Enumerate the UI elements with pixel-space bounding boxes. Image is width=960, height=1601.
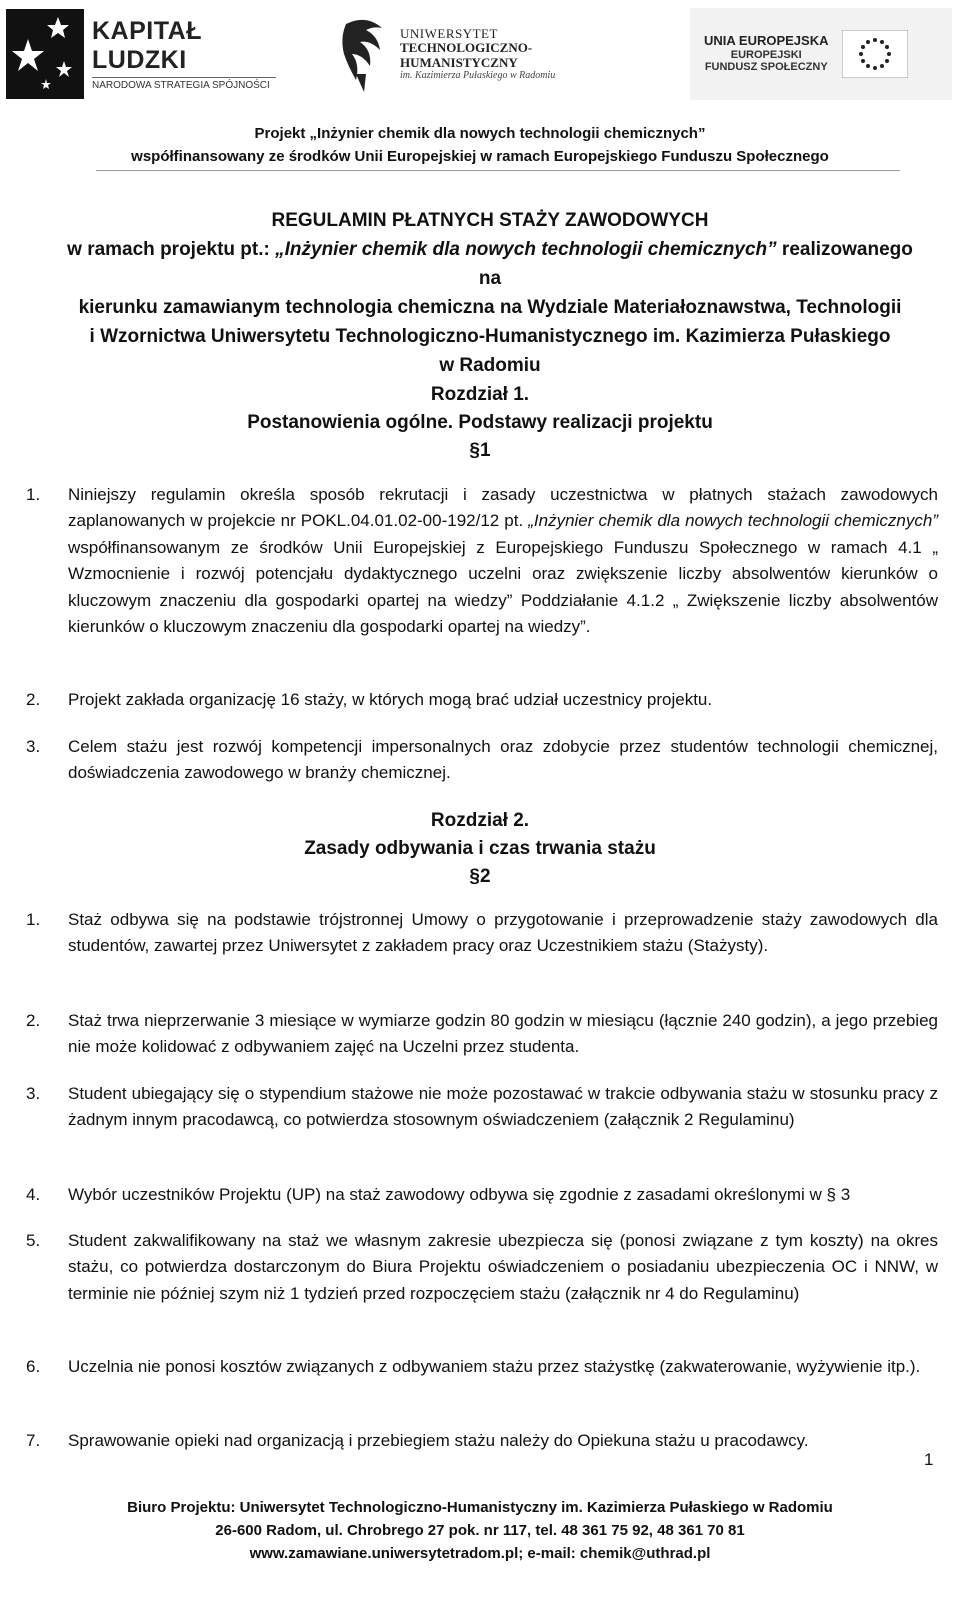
item-number: 3. xyxy=(26,1084,41,1103)
title-line1: REGULAMIN PŁATNYCH STAŻY ZAWODOWYCH xyxy=(271,210,709,231)
item-number: 4. xyxy=(26,1185,41,1204)
chapter-2-heading xyxy=(0,807,960,891)
chapter-2-item-4 xyxy=(26,1182,938,1208)
kapital-ludzki-title: KAPITAŁ LUDZKI xyxy=(92,17,202,74)
title-line4: i Wzornictwa Uniwersytetu Technologiczno-Humanistycznego im. Kazimierza Pułaskiego xyxy=(89,326,891,347)
title-project-name: „Inżynier chemik dla nowych technologii chemicznych” xyxy=(275,239,777,260)
ue-efs-logo xyxy=(690,8,952,100)
chapter-2-item-6 xyxy=(26,1354,938,1380)
item-number: 6. xyxy=(26,1357,41,1376)
uth-eagle-icon xyxy=(336,14,392,94)
page-footer xyxy=(0,1496,960,1565)
item-text-pre: Niniejszy regulamin określa sposób rekrutacji i zasady uczestnictwa w płatnych stażach zawodowych zaplanowanych w projekcie nr POKL.04.01.02-00-192/12 pt. xyxy=(68,485,938,531)
item-number: 1. xyxy=(26,485,41,504)
ue-line1: UNIA EUROPEJSKA xyxy=(704,33,829,49)
title-line2-pre: w ramach projektu pt.: xyxy=(67,239,276,260)
item-text: Staż trwa nieprzerwanie 3 miesiące w wymiarze godzin 80 godzin w miesiącu (łącznie 240 godzin), a jego przebieg nie może kolidować z odbywaniem zajęć na Uczelni przez studenta. xyxy=(68,1011,938,1057)
uth-logo xyxy=(336,10,626,98)
document-title xyxy=(60,206,920,380)
chapter-2-item-2 xyxy=(26,1008,938,1061)
item-text: Uczelnia nie ponosi kosztów związanych z odbywaniem stażu przez stażystkę (zakwaterowanie, wyżywienie itp.). xyxy=(68,1357,921,1376)
kapital-ludzki-subtitle: NARODOWA STRATEGIA SPÓJNOŚCI xyxy=(92,77,276,91)
chapter-1-item-2 xyxy=(26,687,938,713)
footer-line3: www.zamawiane.uniwersytetradom.pl; e-mail: chemik@uthrad.pl xyxy=(249,1545,711,1562)
uth-line1: UNIWERSYTET xyxy=(400,26,498,42)
ue-line2: EUROPEJSKI xyxy=(730,48,802,61)
section-2-mark: §2 xyxy=(469,866,491,887)
chapter-2-label: Rozdział 2. xyxy=(430,810,530,831)
page-number: 1 xyxy=(924,1450,934,1469)
item-number: 5. xyxy=(26,1231,41,1250)
chapter-1-name: Postanowienia ogólne. Podstawy realizacji projektu xyxy=(247,412,713,433)
item-text: Student zakwalifikowany na staż we własnym zakresie ubezpiecza się (ponosi związane z tym koszty) na okres stażu, co potwierdza dostarczonym do Biura Projektu oświadczeniem o posiadaniu ubezpieczenia OC i NNW, w terminie nie później szym niż 1 tydzień przed rozpoczęciem stażu (załącznik nr 4 do Regulaminu) xyxy=(68,1231,938,1303)
chapter-2-item-3 xyxy=(26,1081,938,1134)
chapter-1-heading xyxy=(0,381,960,465)
header-divider xyxy=(96,170,900,171)
chapter-1-item-1 xyxy=(26,482,938,640)
title-line5: w Radomiu xyxy=(439,355,541,376)
uth-line2: TECHNOLOGICZNO-HUMANISTYCZNY xyxy=(400,40,533,70)
project-header-line1: Projekt „Inżynier chemik dla nowych technologii chemicznych” xyxy=(254,125,706,142)
chapter-2-name: Zasady odbywania i czas trwania stażu xyxy=(304,838,656,859)
ue-line3: FUNDUSZ SPOŁECZNY xyxy=(704,61,828,74)
item-number: 7. xyxy=(26,1431,41,1450)
chapter-1-item-3 xyxy=(26,734,938,787)
eu-flag-icon xyxy=(842,30,908,78)
chapter-1-label: Rozdział 1. xyxy=(430,384,530,405)
project-header-line2: współfinansowany ze środków Unii Europejskiej w ramach Europejskiego Funduszu Społecznego xyxy=(131,148,829,165)
project-header xyxy=(0,122,960,168)
item-text: Sprawowanie opieki nad organizacją i przebiegiem stażu należy do Opiekuna stażu u pracodawcy. xyxy=(68,1431,809,1450)
kapital-ludzki-logo xyxy=(6,8,276,100)
footer-line2: 26-600 Radom, ul. Chrobrego 27 pok. nr 117, tel. 48 361 75 92, 48 361 70 81 xyxy=(215,1522,745,1539)
uth-line3: im. Kazimierza Pułaskiego w Radomiu xyxy=(400,69,556,81)
item-number: 1. xyxy=(26,910,41,929)
chapter-2-item-5 xyxy=(26,1228,938,1307)
title-line2 xyxy=(60,235,920,293)
item-text: Projekt zakłada organizację 16 staży, w których mogą brać udział uczestnicy projektu. xyxy=(68,690,713,709)
chapter-2-item-1 xyxy=(26,907,938,960)
logo-strip xyxy=(0,0,960,108)
item-text: Wybór uczestników Projektu (UP) na staż zawodowy odbywa się zgodnie z zasadami określonymi w § 3 xyxy=(68,1185,851,1204)
section-1-mark: §1 xyxy=(469,440,491,461)
item-number: 2. xyxy=(26,690,41,709)
chapter-2-item-7 xyxy=(26,1428,938,1454)
item-project-name: „Inżynier chemik dla nowych technologii chemicznych” xyxy=(528,511,938,531)
footer-line1: Biuro Projektu: Uniwersytet Technologiczno-Humanistyczny im. Kazimierza Pułaskiego w Radomiu xyxy=(127,1499,833,1516)
item-text-post: współfinansowanym ze środków Unii Europejskiej z Europejskiego Funduszu Społecznego w ramach 4.1 „ Wzmocnienie i rozwój potencjału dydaktycznego uczelni oraz zwiększenie liczby absolwentów kierunków o kluczowym znaczeniu dla gospodarki opartej na wiedzy” Poddziałanie 4.1.2 „ Zwiększenie liczby absolwentów kierunków o kluczowym znaczeniu dla gospodarki opartej na wiedzy”. xyxy=(68,537,938,637)
title-line3: kierunku zamawianym technologia chemiczna na Wydziale Materiałoznawstwa, Technologii xyxy=(78,297,902,318)
item-text xyxy=(68,482,938,640)
item-text: Staż odbywa się na podstawie trójstronnej Umowy o przygotowanie i przeprowadzenie staży zawodowych dla studentów, zawartej przez Uniwersytet z zakładem pracy oraz Uczestnikiem stażu (Stażysty). xyxy=(68,910,938,956)
item-text: Celem stażu jest rozwój kompetencji impersonalnych oraz zdobycie przez studentów technologii chemicznej, doświadczenia zawodowego w branży chemicznej. xyxy=(68,737,938,783)
item-number: 2. xyxy=(26,1011,41,1030)
item-text: Student ubiegający się o stypendium stażowe nie może pozostawać w trakcie odbywania stażu w stosunku pracy z żadnym innym pracodawcą, co potwierdza stosownym oświadczeniem (załącznik 2 Regulaminu) xyxy=(68,1084,938,1130)
kapital-ludzki-emblem-icon xyxy=(6,9,84,99)
title-line2-post: realizowanego na xyxy=(478,239,913,289)
item-number: 3. xyxy=(26,737,41,756)
